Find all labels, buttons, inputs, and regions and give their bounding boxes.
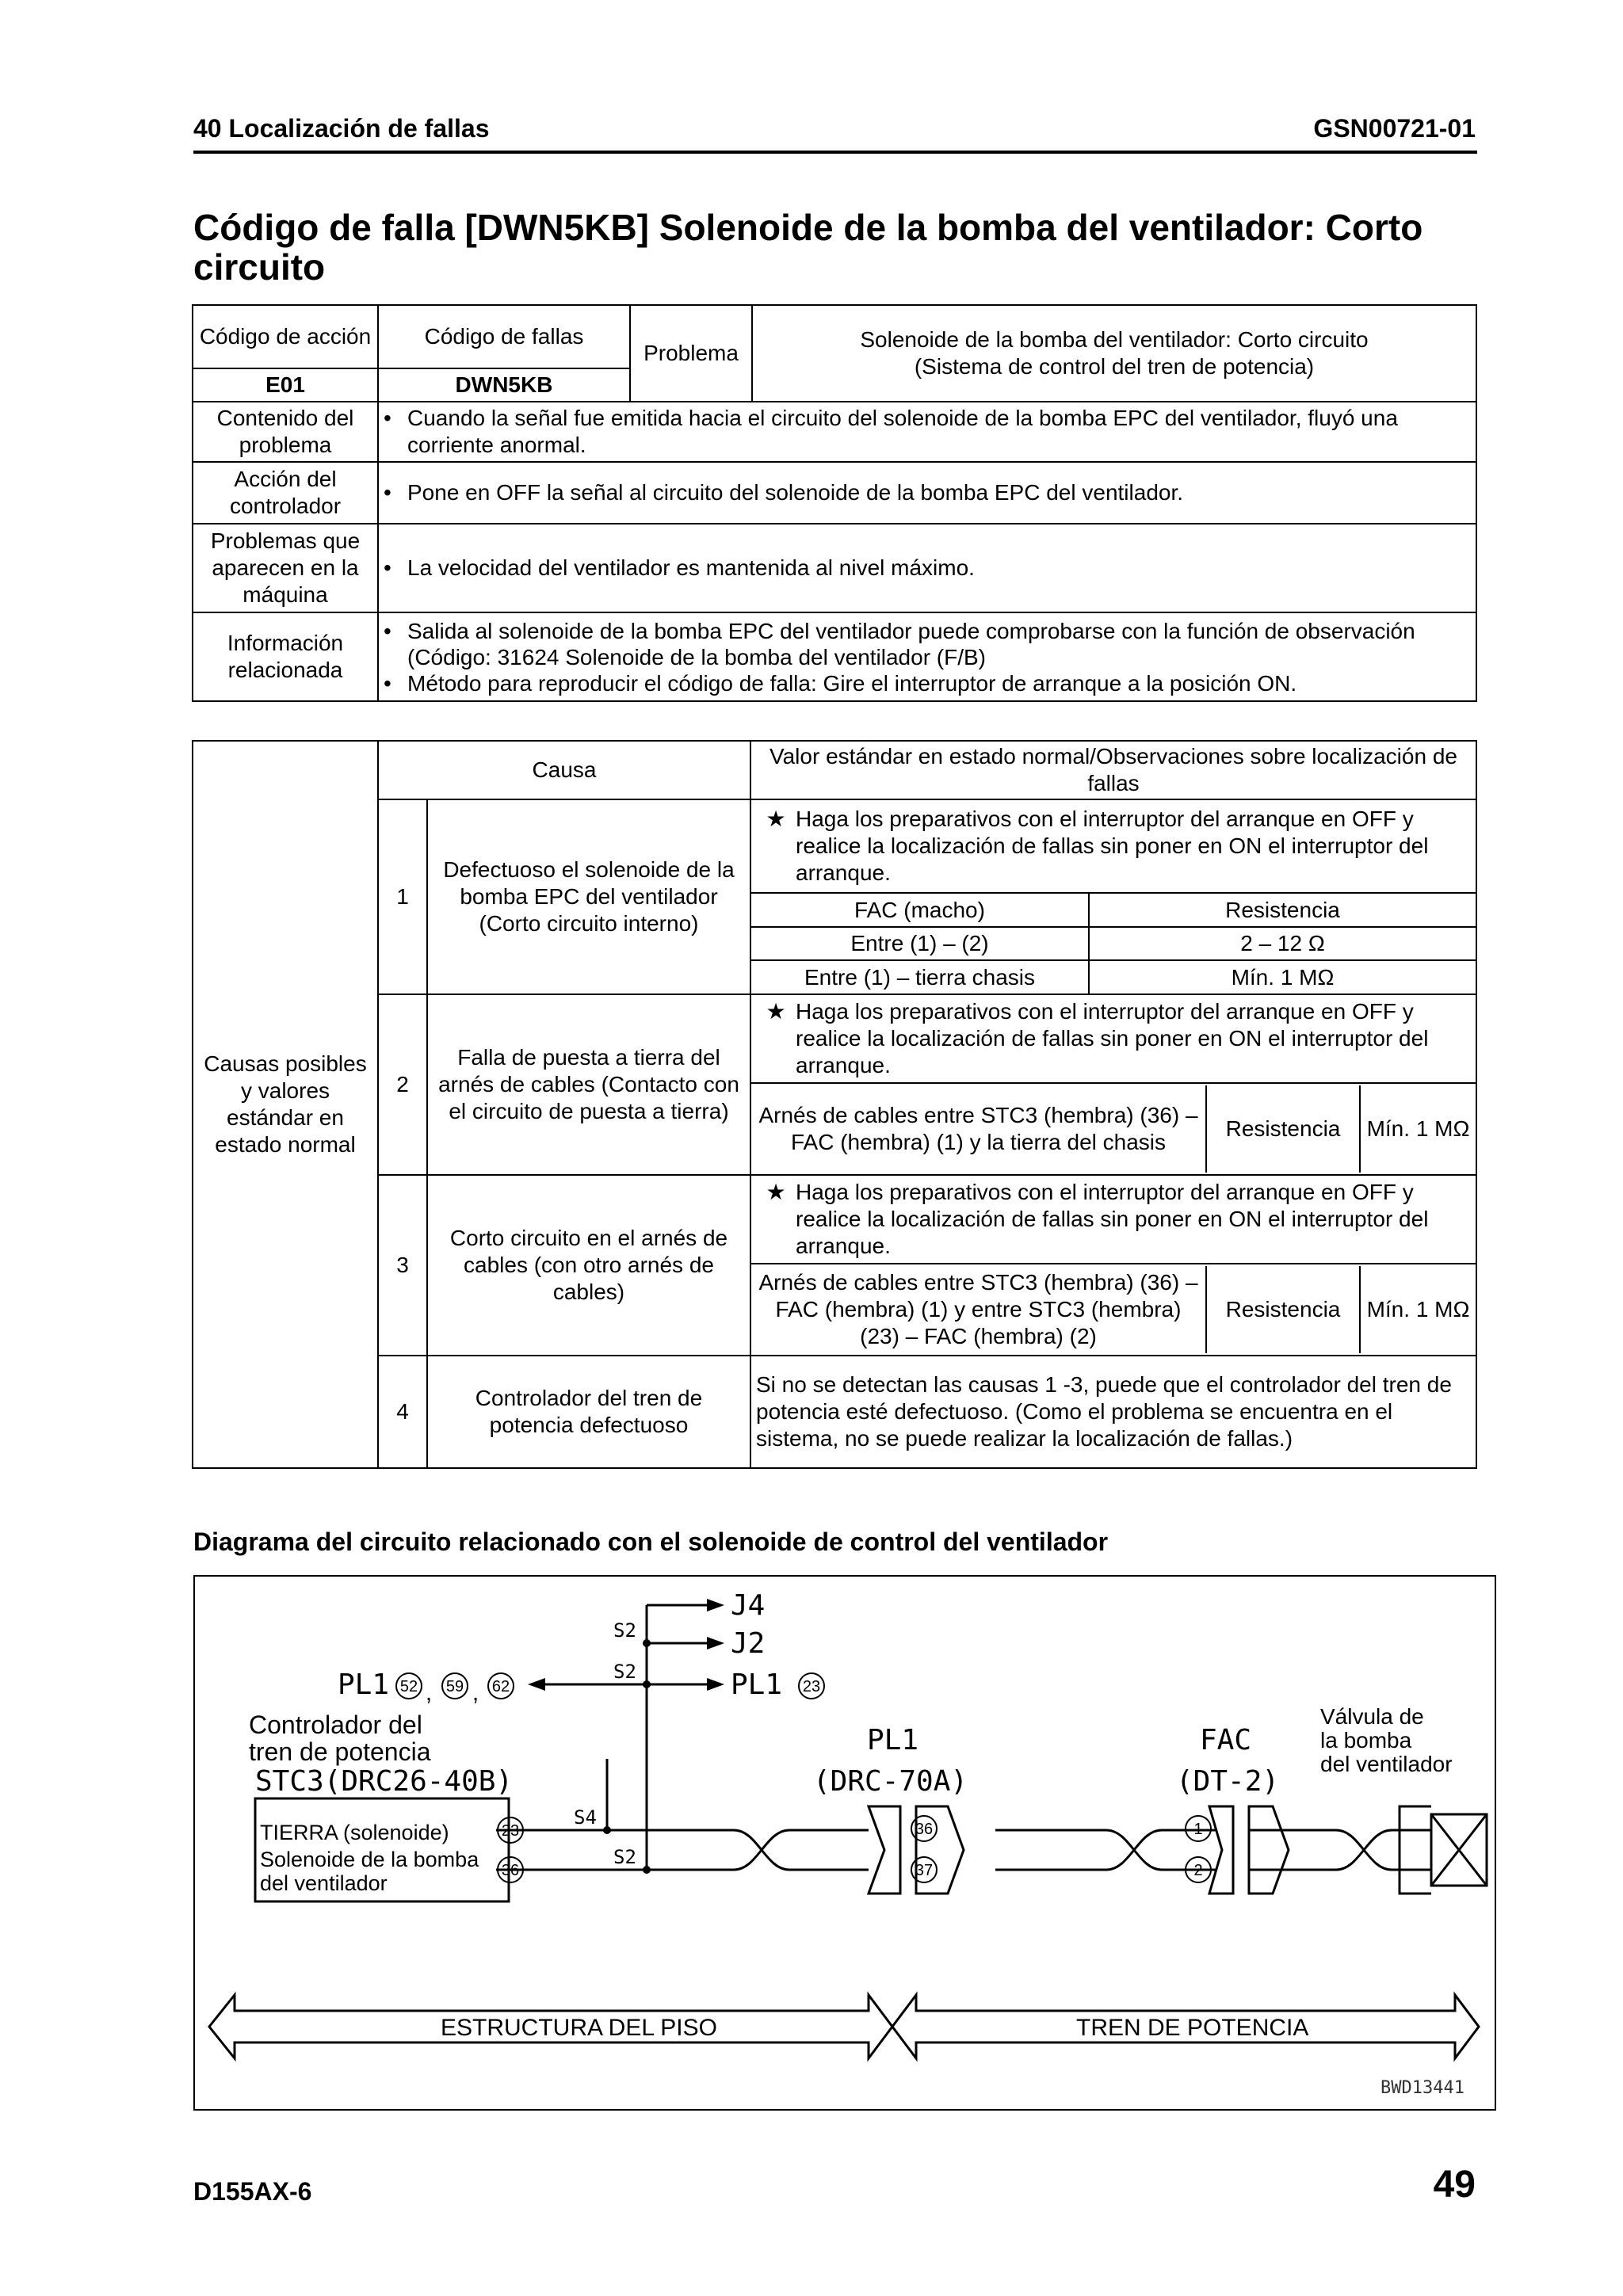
action-code: E01 <box>193 368 378 402</box>
controller-line-2: tren de potencia <box>249 1737 431 1766</box>
controller-line-1: Controlador del <box>249 1711 422 1739</box>
section-header: 40 Localización de fallas <box>193 114 490 143</box>
page-title: Código de falla [DWN5KB] Solenoide de la bomba del ventilador: Corto circuito <box>193 207 1423 288</box>
problem-label: Problema <box>630 305 752 402</box>
label-pl1-type: (DRC-70A) <box>813 1765 968 1798</box>
cause-2-measure: Arnés de cables entre STC3 (hembra) (36) – FAC (hembra) (1) y la tierra del chasis <box>751 1085 1206 1173</box>
comma-2: , <box>472 1680 479 1706</box>
fault-code: DWN5KB <box>378 368 630 402</box>
controller-action-text: Pone en OFF la señal al circuito del solenoide de la bomba EPC del ventilador. <box>407 480 1184 505</box>
cause-1-number: 1 <box>378 799 427 994</box>
circle-37-pl1: 37 <box>915 1862 934 1879</box>
cause-3-value: Mín. 1 MΩ <box>1366 1297 1470 1322</box>
cause-2-value: Mín. 1 MΩ <box>1366 1116 1470 1141</box>
cause-side-label: Causas posibles y valores estándar en estado normal <box>193 741 378 1468</box>
machine-problems-label: Problemas que aparecen en la máquina <box>193 524 378 612</box>
machine-problems-text: La velocidad del ventilador es mantenida al nivel máximo. <box>407 555 975 580</box>
problem-line-2: (Sistema de control del tren de potencia) <box>914 354 1315 379</box>
controller-action-label: Acción del controlador <box>193 462 378 524</box>
valve-line-1: Válvula de <box>1320 1704 1424 1729</box>
power-train-label: TREN DE POTENCIA <box>1076 2015 1309 2041</box>
contents-text: Cuando la señal fue emitida hacia el circuito del solenoide de la bomba EPC del ventilador, fluyó una corriente anormal. <box>407 406 1398 457</box>
cause-1-row2-a: Entre (1) – tierra chasis <box>751 960 1089 994</box>
valve-line-2: la bomba <box>1320 1728 1412 1753</box>
label-stc3: STC3(DRC26-40B) <box>255 1765 514 1798</box>
circle-36-stc3: 36 <box>501 1862 520 1879</box>
footer-model: D155AX-6 <box>193 2177 312 2206</box>
label-s4: S4 <box>574 1806 597 1829</box>
diagram-title: Diagrama del circuito relacionado con el solenoide de control del ventilador <box>193 1527 1109 1556</box>
cause-3-prep-note: Haga los preparativos con el interruptor del arranque en OFF y realice la localización de fallas sin poner en ON el interruptor del arranque. <box>796 1180 1429 1258</box>
circuit-diagram-svg <box>195 1577 1495 2109</box>
label-j2: J2 <box>731 1627 766 1660</box>
label-fac-type: (DT-2) <box>1176 1765 1280 1798</box>
circle-1-fac: 1 <box>1193 1821 1203 1838</box>
cause-2-measure-table <box>751 1085 1476 1173</box>
label-s2-b: S2 <box>613 1661 636 1683</box>
figure-code: BWD13441 <box>1381 2078 1465 2098</box>
document-code: GSN00721-01 <box>1313 114 1476 143</box>
cause-4-text: Controlador del tren de potencia defectuoso <box>427 1356 750 1468</box>
solenoid-line-2: del ventilador <box>260 1871 388 1895</box>
circle-62: 62 <box>491 1678 510 1695</box>
cause-3-label: Resistencia <box>1206 1266 1360 1353</box>
cause-1-text: Defectuoso el solenoide de la bomba EPC del ventilador (Corto circuito interno) <box>427 799 750 994</box>
circle-23-stc3: 23 <box>501 1822 520 1840</box>
cause-1-row2-b: Mín. 1 MΩ <box>1231 964 1335 990</box>
label-s2-c: S2 <box>613 1846 636 1868</box>
cause-1-prep-note: Haga los preparativos con el interruptor del arranque en OFF y realice la localización de fallas sin poner en ON el interruptor del arranque. <box>796 807 1429 885</box>
cause-1-measure-table <box>751 894 1476 994</box>
valve-line-3: del ventilador <box>1320 1752 1453 1776</box>
label-pl1-23: PL1 <box>731 1669 783 1701</box>
circle-59: 59 <box>445 1678 464 1695</box>
cause-2-label: Resistencia <box>1206 1085 1360 1173</box>
circle-2-fac: 2 <box>1193 1862 1203 1879</box>
cause-table: Causas posibles y valores estándar en estado normal Causa Valor estándar en estado normal/Observaciones sobre localización de fallas 1 Defectuoso el solenoide de la bomba EPC del ventilador (Corto circuito interno) ★ Haga los preparativos con el interruptor del arranque en OFF y realice la localización de fallas sin poner en ON el interruptor del arranque. FAC (macho) Resistencia Entre (1) – (2) 2 – 12 Ω Entre (1) – tierra chasis Mín. 1 MΩ 2 Falla de puesta a tierra del arnés de cables (Contacto con el circuito de puesta a tierra) ★ Haga los preparativos con el interruptor del arranque en OFF y realice la localización de fallas sin poner en ON el interruptor del arranque. Arnés de cables entre STC3 (hembra) (36) – FAC (hembra) (1) y la tierra del chasis Resistencia Mín. 1 MΩ 3 Corto circuito en el arnés de cables (con otro arnés de cables) ★ Haga los preparativos con el interruptor del arranque en OFF y realice la localización de fallas sin poner en ON el interruptor del arranque. Arnés de cables entre STC3 (hembra) (36) – FAC (hembra) (1) y entre STC3 (hembra) (23) – FAC (hembra) (2) Resistencia Mín. 1 MΩ 4 Controlador del tren de potencia defectuoso Si no se detectan las causas 1 -3, puede que el controlador del tren de potencia esté defectuoso. (Como el problema se encuentra en el sistema, no se puede realizar la localización de fallas.) <box>192 740 1477 1469</box>
circle-52: 52 <box>399 1678 418 1695</box>
cause-header: Causa <box>378 741 750 799</box>
header-rule <box>193 151 1477 154</box>
cause-3-number: 3 <box>378 1175 427 1356</box>
cause-3-measure-table <box>751 1266 1476 1353</box>
fault-code-label: Código de fallas <box>378 305 630 368</box>
cause-3-measure: Arnés de cables entre STC3 (hembra) (36) – FAC (hembra) (1) y entre STC3 (hembra) (23) – FAC (hembra) (2) <box>751 1266 1206 1353</box>
circuit-diagram <box>193 1575 1496 2111</box>
cause-1-row1-b: 2 – 12 Ω <box>1089 927 1476 960</box>
cause-1-col2-header: Resistencia <box>1089 894 1476 927</box>
ground-label: TIERRA (solenoide) <box>260 1821 449 1844</box>
related-info-1: Salida al solenoide de la bomba EPC del ventilador puede comprobarse con la función de observación (Código: 31624 Solenoide de la bomba del ventilador (F/B) <box>407 618 1415 669</box>
label-j4: J4 <box>731 1589 766 1622</box>
label-s2-a: S2 <box>613 1619 636 1642</box>
problem-text <box>752 305 1476 402</box>
solenoid-line-1: Solenoide de la bomba <box>260 1848 479 1871</box>
related-info-2: Método para reproducir el código de falla: Gire el interruptor de arranque a la posición ON. <box>407 670 1297 696</box>
label-pl1: PL1 <box>867 1724 919 1756</box>
label-pl1-left: PL1 <box>338 1669 390 1701</box>
value-header: Valor estándar en estado normal/Observaciones sobre localización de fallas <box>750 741 1476 799</box>
cause-1-col1-header: FAC (macho) <box>751 894 1089 927</box>
circle-36-pl1: 36 <box>915 1821 934 1838</box>
cause-3-text: Corto circuito en el arnés de cables (con otro arnés de cables) <box>427 1175 750 1356</box>
contents-label: Contenido del problema <box>193 402 378 462</box>
cause-4-number: 4 <box>378 1356 427 1468</box>
cause-2-number: 2 <box>378 994 427 1175</box>
label-fac: FAC <box>1200 1724 1252 1756</box>
problem-line-1: Solenoide de la bomba del ventilador: Corto circuito <box>860 327 1369 352</box>
page-number: 49 <box>1433 2164 1476 2206</box>
floor-label: ESTRUCTURA DEL PISO <box>441 2015 717 2041</box>
fault-info-table: Código de acción Código de fallas Problema Solenoide de la bomba del ventilador: Corto circuito (Sistema de control del tren de potencia) E01 DWN5KB Contenido del problema • Cuando la señal fue emitida hacia el circuito del solenoide de la bomba EPC del ventilador, fluyó una corriente anormal. Acción del controlador • Pone en OFF la señal al circuito del solenoide de la bomba EPC del ventilador. Problemas que aparecen en la máquina • La velocidad del ventilador es mantenida al nivel máximo. Información relacionada • Salida al solenoide de la bomba EPC del ventilador puede comprobarse con la función de observación (Código: 31624 Solenoide de la bomba del ventilador (F/B) • Método para reproducir el código de falla: Gire el interruptor de arranque a la posición ON. <box>192 304 1477 702</box>
comma-1: , <box>425 1680 433 1706</box>
cause-4-remark: Si no se detectan las causas 1 -3, puede que el controlador del tren de potencia esté defectuoso. (Como el problema se encuentra en el sistema, no se puede realizar la localización de fallas.) <box>750 1356 1476 1468</box>
cause-2-text: Falla de puesta a tierra del arnés de cables (Contacto con el circuito de puesta a tierra) <box>427 994 750 1175</box>
circle-23-top: 23 <box>802 1678 821 1695</box>
related-info-label: Información relacionada <box>193 612 378 701</box>
cause-1-row1-a: Entre (1) – (2) <box>751 927 1089 960</box>
action-code-label: Código de acción <box>193 305 378 368</box>
cause-2-prep-note: Haga los preparativos con el interruptor del arranque en OFF y realice la localización de fallas sin poner en ON el interruptor del arranque. <box>796 999 1429 1077</box>
